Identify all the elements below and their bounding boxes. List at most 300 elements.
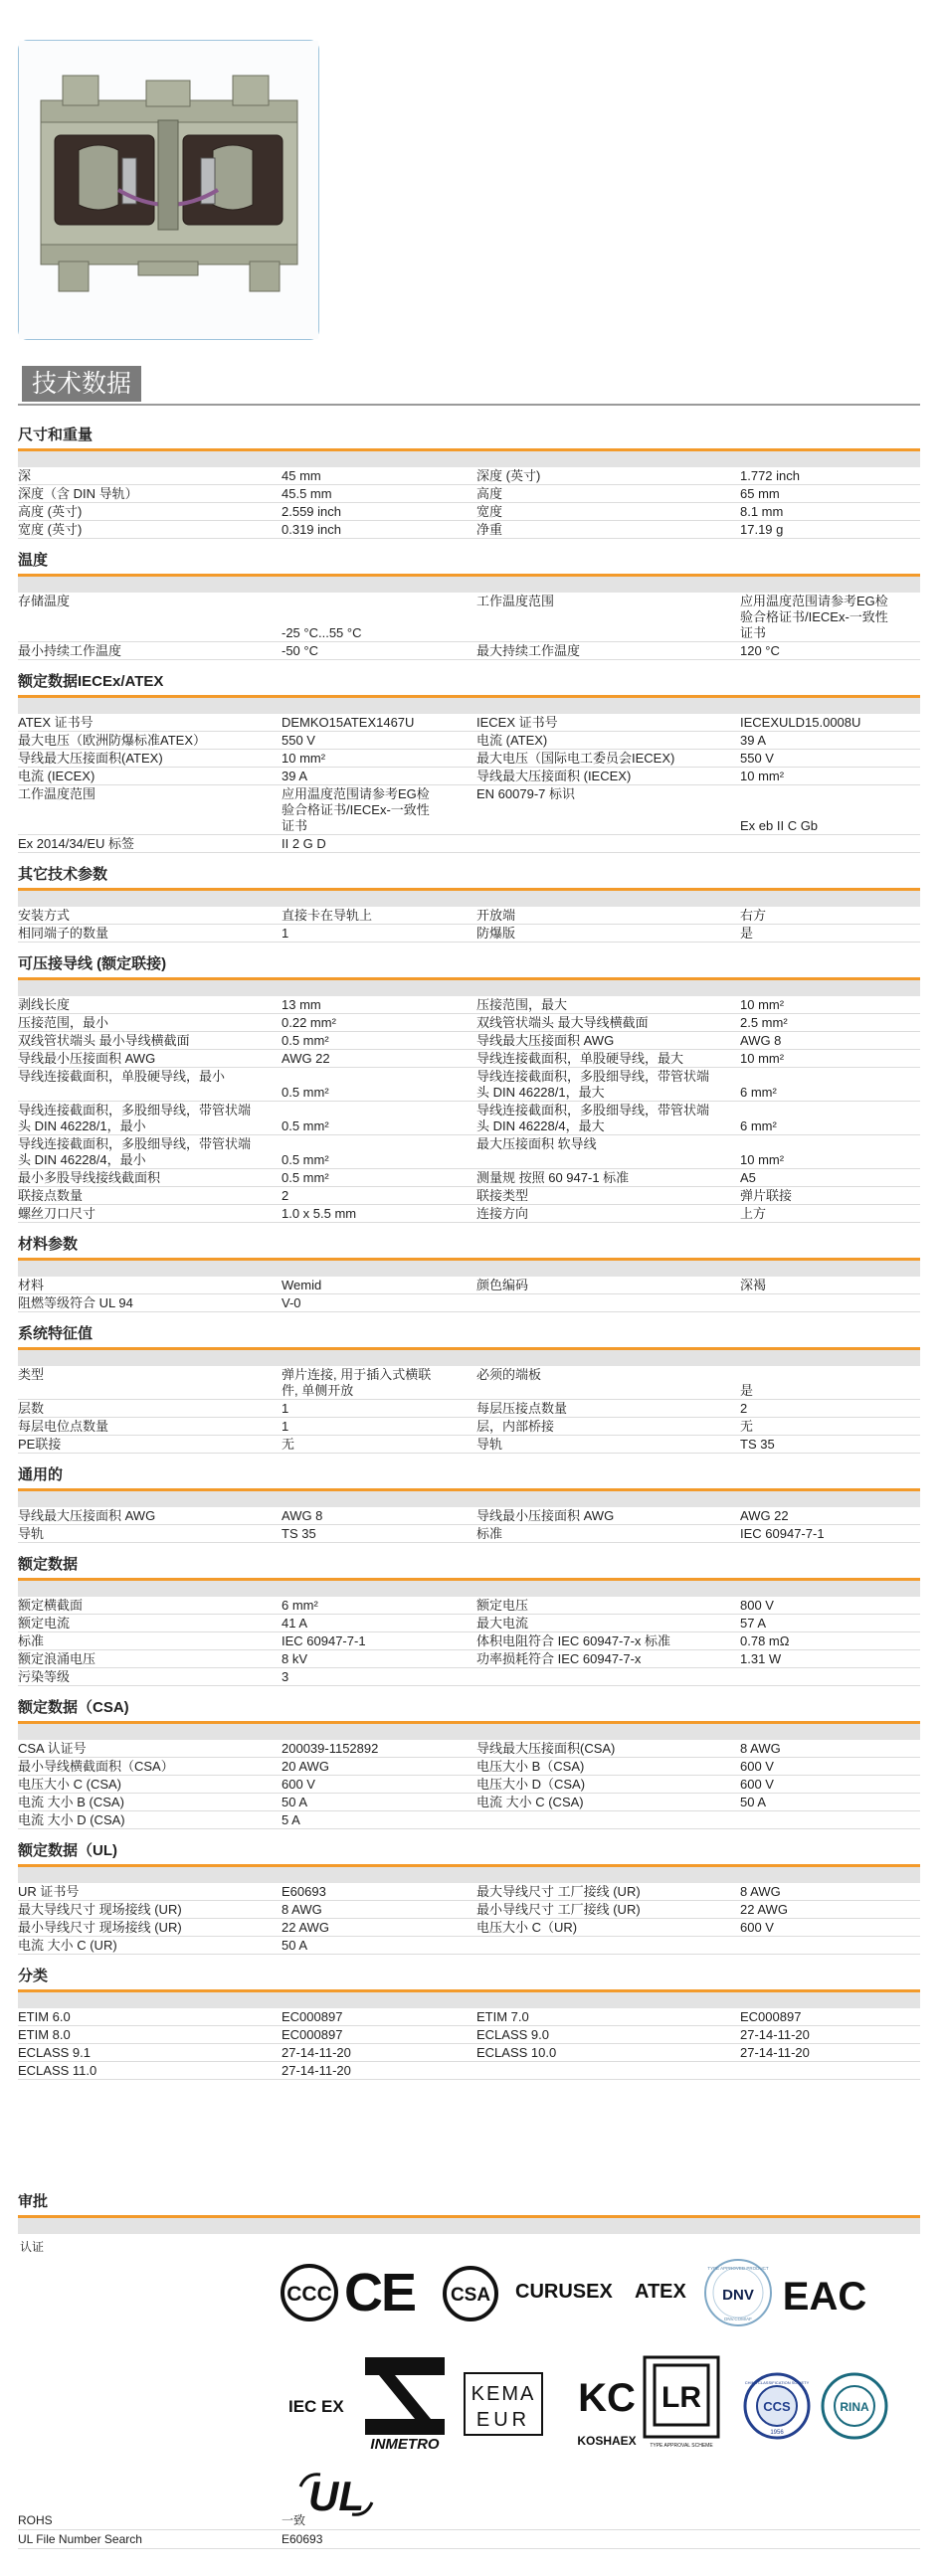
- spec-value: 45.5 mm: [282, 486, 332, 501]
- spec-label: 导线连接截面积，多股细导线，带管状端 头 DIN 46228/4，最大: [476, 1103, 710, 1133]
- spec-value: [740, 1811, 920, 1828]
- spec-value: 27-14-11-20: [740, 2027, 810, 2042]
- spec-label: 导轨: [18, 1526, 45, 1541]
- section-band: [18, 1867, 920, 1883]
- table-row: [18, 925, 920, 943]
- section-title: 可压接导线 (额定联接): [18, 950, 920, 980]
- spec-label: 工作温度范围: [476, 594, 555, 608]
- spec-value: 600 V: [740, 1920, 774, 1935]
- spec-value: AWG 8: [282, 1508, 323, 1523]
- spec-value: 无: [740, 1419, 754, 1434]
- table-row: [18, 1776, 920, 1794]
- iecex-logo: IEC EX: [288, 2397, 344, 2416]
- spec-label: 层，内部桥接: [476, 1419, 555, 1434]
- spec-label: 最大电压（欧洲防爆标准ATEX）: [18, 733, 206, 748]
- spec-value: 上方: [740, 1206, 767, 1221]
- spec-value: 8 AWG: [740, 1741, 781, 1756]
- table-row: [18, 1205, 920, 1223]
- spec-value: [740, 2062, 920, 2079]
- table-row: [18, 1418, 920, 1436]
- dnv-logo: [702, 2257, 774, 2328]
- spec-value: AWG 8: [740, 1033, 782, 1048]
- spec-label: 相同端子的数量: [18, 926, 109, 941]
- table-row: [18, 1366, 920, 1400]
- section-spacer: [18, 539, 920, 547]
- spec-label: [476, 1811, 740, 1828]
- spec-label: Ex 2014/34/EU 标签: [18, 836, 135, 851]
- table-row: [18, 1632, 920, 1650]
- svg-text:RINA: RINA: [840, 2400, 869, 2414]
- spec-value: IEC 60947-7-1: [282, 1633, 366, 1648]
- spec-value: 弹片联接: [740, 1188, 793, 1203]
- spec-value: 2.5 mm²: [740, 1015, 788, 1030]
- spec-value: 0.5 mm²: [282, 1085, 329, 1100]
- spec-value: 20 AWG: [282, 1759, 329, 1774]
- table-row: [18, 1436, 920, 1454]
- ccs-logo: [742, 2371, 812, 2441]
- table-row: [18, 2511, 920, 2530]
- spec-value: A5: [740, 1170, 756, 1185]
- spec-label: PE联接: [18, 1437, 62, 1452]
- table-row: [18, 1032, 920, 1050]
- section-band: [18, 577, 920, 593]
- table-row: [18, 1794, 920, 1811]
- table-row: [18, 1014, 920, 1032]
- spec-label: 高度 (英寸): [18, 504, 83, 519]
- spec-label: 联接点数量: [18, 1188, 84, 1203]
- spec-label: 额定电流: [18, 1616, 71, 1631]
- section-band: [18, 1581, 920, 1597]
- spec-value: IEC 60947-7-1: [740, 1526, 825, 1541]
- eac-logo: [782, 2262, 867, 2325]
- spec-label: 最大压接面积 软导线: [476, 1136, 597, 1151]
- spec-value: V-0: [282, 1295, 301, 1310]
- spec-value: 65 mm: [740, 486, 780, 501]
- spec-section: [18, 1551, 920, 1694]
- spec-value: 8 AWG: [282, 1902, 322, 1917]
- spec-label: 导线连接截面积，单股硬导线，最大: [476, 1051, 684, 1066]
- table-row: [18, 1102, 920, 1135]
- spec-value: EC000897: [282, 2027, 343, 2042]
- svg-text:KC: KC: [578, 2376, 636, 2420]
- spec-label: [476, 835, 740, 852]
- spec-value: 13 mm: [282, 997, 321, 1012]
- spec-label: 电压大小 C（UR): [476, 1920, 578, 1935]
- table-row: [18, 1650, 920, 1668]
- spec-label: 层数: [18, 1401, 45, 1416]
- section-spacer: [18, 2080, 920, 2088]
- spec-label: 额定横截面: [18, 1598, 84, 1613]
- spec-value: 1.772 inch: [740, 468, 800, 483]
- section-band: [18, 698, 920, 714]
- spec-value: II 2 G D: [282, 836, 326, 851]
- spec-value: 50 A: [282, 1795, 308, 1809]
- inmetro-logo: [361, 2357, 449, 2451]
- table-row: [18, 1901, 920, 1919]
- spec-label: ECLASS 9.1: [18, 2045, 91, 2060]
- spec-label: ETIM 7.0: [476, 2009, 529, 2024]
- spec-section: [18, 1461, 920, 1551]
- spec-label: 工作温度范围: [18, 786, 96, 801]
- spec-label: 材料: [18, 1278, 45, 1292]
- table-row: [18, 785, 920, 835]
- spec-label: [476, 1937, 740, 1954]
- spec-label: 每层电位点数量: [18, 1419, 109, 1434]
- table-row: [18, 1919, 920, 1937]
- kc-logo: [575, 2357, 639, 2451]
- spec-label: 开放端: [476, 908, 516, 923]
- table-row: [18, 2008, 920, 2026]
- spec-label: 最大电压（国际电工委员会IECEX): [476, 751, 675, 766]
- spec-label: 高度: [476, 486, 503, 501]
- spec-value: 550 V: [740, 751, 774, 766]
- table-row: [18, 768, 920, 785]
- spec-label: 电流 大小 D (CSA): [18, 1812, 125, 1827]
- spec-label: ETIM 8.0: [18, 2027, 71, 2042]
- table-row: [18, 996, 920, 1014]
- spec-value: 2: [282, 1188, 289, 1203]
- section-spacer: [18, 1955, 920, 1963]
- spec-value: 17.19 g: [740, 522, 784, 537]
- svg-text:KEMA: KEMA: [471, 2383, 536, 2405]
- technical-data-heading: [18, 366, 920, 406]
- svg-text:CHINA CLASSIFICATION SOCIETY: CHINA CLASSIFICATION SOCIETY: [744, 2380, 810, 2385]
- spec-label: [476, 2062, 740, 2079]
- spec-value: 8 AWG: [740, 1884, 781, 1899]
- spec-value: 1: [282, 1419, 289, 1434]
- spec-value: 800 V: [740, 1598, 774, 1613]
- svg-text:TYPE APPROVAL SCHEME: TYPE APPROVAL SCHEME: [650, 2443, 713, 2449]
- terminal-block-illustration: [19, 41, 318, 339]
- ccc-logo: [280, 2263, 339, 2322]
- section-title: 尺寸和重量: [18, 422, 920, 451]
- spec-value: 1: [282, 926, 289, 941]
- spec-value: 600 V: [740, 1759, 774, 1774]
- spec-value: 120 °C: [740, 643, 780, 658]
- atex-logo: ATEX: [635, 2281, 686, 2303]
- spec-label: 最小多股导线接线截面积: [18, 1170, 161, 1185]
- section-spacer: [18, 1829, 920, 1837]
- spec-value: 1.31 W: [740, 1651, 782, 1666]
- spec-label: 压接范围，最小: [18, 1015, 109, 1030]
- table-row: [18, 2044, 920, 2062]
- spec-section: [18, 950, 920, 1231]
- spec-value: 8.1 mm: [740, 504, 784, 519]
- table-row: [18, 1758, 920, 1776]
- spec-section: [18, 422, 920, 547]
- approval-label: UL File Number Search: [18, 2532, 142, 2546]
- spec-label: 电压大小 B（CSA): [476, 1759, 585, 1774]
- spec-value: 5 A: [282, 1812, 300, 1827]
- kema-logo: [464, 2372, 543, 2436]
- spec-value: 1: [282, 1401, 289, 1416]
- table-row: [18, 642, 920, 660]
- section-band: [18, 1350, 920, 1366]
- section-title: 材料参数: [18, 1231, 920, 1261]
- spec-value: 41 A: [282, 1616, 308, 1631]
- spec-label: 存储温度: [18, 594, 71, 608]
- spec-label: 额定浪涌电压: [18, 1651, 96, 1666]
- spec-value: 550 V: [282, 733, 315, 748]
- spec-label: 额定电压: [476, 1598, 529, 1613]
- table-row: [18, 732, 920, 750]
- spec-value: TS 35: [282, 1526, 316, 1541]
- spec-section: [18, 668, 920, 861]
- table-row: [18, 1525, 920, 1543]
- spec-value: 600 V: [282, 1777, 315, 1792]
- spec-label: 净重: [476, 522, 503, 537]
- spec-label: 导线连接截面积，多股细导线，带管状端 头 DIN 46228/1，最小: [18, 1103, 252, 1133]
- spec-label: 每层压接点数量: [476, 1401, 568, 1416]
- spec-label: 压接范围，最大: [476, 997, 568, 1012]
- spec-label: 宽度 (英寸): [18, 522, 83, 537]
- section-band: [18, 1491, 920, 1507]
- spec-label: 螺丝刀口尺寸: [18, 1206, 96, 1221]
- spec-label: 最大导线尺寸 现场接线 (UR): [18, 1902, 182, 1917]
- spec-value: 6 mm²: [282, 1598, 318, 1613]
- spec-section: [18, 1837, 920, 1963]
- table-row: [18, 1294, 920, 1312]
- spec-value: 无: [282, 1437, 295, 1452]
- table-row: [18, 1507, 920, 1525]
- spec-label: 宽度: [476, 504, 503, 519]
- table-row: [18, 1937, 920, 1955]
- spec-label: 功率损耗符合 IEC 60947-7-x: [476, 1651, 642, 1666]
- table-row: [18, 2026, 920, 2044]
- spec-label: 电压大小 C (CSA): [18, 1777, 122, 1792]
- spec-label: 导线最大压接面积(CSA): [476, 1741, 616, 1756]
- spec-value: 右方: [740, 908, 767, 923]
- spec-label: 深度（含 DIN 导轨）: [18, 486, 138, 501]
- spec-value: IECEXULD15.0008U: [740, 715, 861, 730]
- table-row: [18, 1135, 920, 1169]
- spec-label: 导线最大压接面积 AWG: [18, 1508, 156, 1523]
- spec-value: Ex eb II C Gb: [740, 818, 819, 833]
- spec-value: 0.319 inch: [282, 522, 341, 537]
- spec-label: 导线连接截面积，单股硬导线，最小: [18, 1069, 226, 1084]
- spec-label: 电流 (ATEX): [476, 733, 548, 748]
- spec-value: AWG 22: [740, 1508, 789, 1523]
- table-row: [18, 2530, 920, 2549]
- spec-label: 电压大小 D（CSA): [476, 1777, 586, 1792]
- spec-value: [740, 835, 920, 852]
- spec-value: 27-14-11-20: [740, 2045, 810, 2060]
- spec-label: 导线最小压接面积 AWG: [476, 1508, 615, 1523]
- lr-logo: [643, 2355, 720, 2451]
- spec-value: 0.5 mm²: [282, 1118, 329, 1133]
- spec-label: 最大持续工作温度: [476, 643, 581, 658]
- spec-label: 必须的端板: [476, 1367, 542, 1382]
- spec-value: 200039-1152892: [282, 1741, 379, 1756]
- spec-label: 导线最大压接面积 AWG: [476, 1033, 615, 1048]
- spec-value: AWG 22: [282, 1051, 330, 1066]
- spec-value: 10 mm²: [740, 1051, 785, 1066]
- spec-value: 27-14-11-20: [282, 2063, 351, 2078]
- spec-label: 测量规 按照 60 947-1 标准: [476, 1170, 630, 1185]
- spec-value: 27-14-11-20: [282, 2045, 351, 2060]
- spec-label: ETIM 6.0: [18, 2009, 71, 2024]
- section-title: 通用的: [18, 1461, 920, 1491]
- spec-value: 是: [740, 1383, 754, 1398]
- section-spacer: [18, 1223, 920, 1231]
- spec-value: [740, 1294, 920, 1311]
- spec-value: 6 mm²: [740, 1118, 777, 1133]
- section-band: [18, 1724, 920, 1740]
- spec-value: 应用温度范围请参考EG检 验合格证书/IECEx-一致性 证书: [740, 594, 888, 640]
- approval-value: 一致: [282, 2513, 306, 2527]
- spec-label: 导线最大压接面积(ATEX): [18, 751, 163, 766]
- section-spacer: [18, 660, 920, 668]
- spec-value: 应用温度范围请参考EG检 验合格证书/IECEx-一致性 证书: [282, 786, 430, 833]
- spec-label: [476, 1294, 740, 1311]
- spec-section: [18, 1963, 920, 2088]
- spec-label: IECEX 证书号: [476, 715, 558, 730]
- spec-value: E60693: [282, 1884, 326, 1899]
- svg-text:1956: 1956: [770, 2430, 784, 2436]
- product-image: [18, 40, 319, 340]
- spec-section: [18, 1694, 920, 1837]
- spec-label: 电流 大小 C (CSA): [476, 1795, 584, 1809]
- table-row: [18, 521, 920, 539]
- table-row: [18, 1277, 920, 1294]
- table-row: [18, 1668, 920, 1686]
- spec-label: 安装方式: [18, 908, 71, 923]
- spec-label: 导线最大压接面积 (IECEX): [476, 769, 632, 783]
- spec-label: 电流 大小 C (UR): [18, 1938, 117, 1953]
- spec-label: 连接方向: [476, 1206, 529, 1221]
- spec-label: ECLASS 9.0: [476, 2027, 549, 2042]
- approval-table: [18, 2511, 920, 2549]
- spec-value: 600 V: [740, 1777, 774, 1792]
- table-row: [18, 467, 920, 485]
- spec-value: 39 A: [740, 733, 767, 748]
- spec-value: 弹片连接, 用于插入式横联 件, 单侧开放: [282, 1367, 432, 1398]
- svg-text:CCS: CCS: [763, 2399, 791, 2414]
- section-spacer: [18, 1454, 920, 1461]
- spec-value: [740, 1668, 920, 1685]
- svg-text:DNV.COM/AF: DNV.COM/AF: [724, 2317, 752, 2321]
- svg-text:DNV: DNV: [722, 2287, 754, 2304]
- spec-label: 电流 (IECEX): [18, 769, 95, 783]
- spec-label: 最小导线尺寸 现场接线 (UR): [18, 1920, 182, 1935]
- spec-label: 最大导线尺寸 工厂接线 (UR): [476, 1884, 641, 1899]
- spec-section: [18, 1231, 920, 1320]
- table-row: [18, 714, 920, 732]
- spec-value: 0.5 mm²: [282, 1170, 329, 1185]
- spec-value: 10 mm²: [740, 997, 785, 1012]
- spec-value: 0.78 mΩ: [740, 1633, 790, 1648]
- page-title: 技术数据: [22, 366, 141, 402]
- spec-label: 最小持续工作温度: [18, 643, 122, 658]
- spec-value: 2.559 inch: [282, 504, 341, 519]
- section-title: 温度: [18, 547, 920, 577]
- spec-value: 50 A: [282, 1938, 308, 1953]
- spec-label: 导线连接截面积，多股细导线，带管状端 头 DIN 46228/4，最小: [18, 1136, 252, 1167]
- curusex-logo: CURUSEX: [515, 2281, 613, 2303]
- table-row: [18, 1050, 920, 1068]
- spec-label: 导线连接截面积，多股细导线，带管状端 头 DIN 46228/1，最大: [476, 1069, 710, 1100]
- spec-value: 6 mm²: [740, 1085, 777, 1100]
- section-spacer: [18, 1312, 920, 1320]
- spec-label: 标准: [476, 1526, 503, 1541]
- table-row: [18, 1400, 920, 1418]
- spec-value: Wemid: [282, 1278, 322, 1292]
- spec-value: 10 mm²: [282, 751, 326, 766]
- table-row: [18, 1811, 920, 1829]
- table-row: [18, 1187, 920, 1205]
- spec-value: -25 °C...55 °C: [282, 625, 362, 640]
- cert-label: 认证: [20, 2240, 45, 2254]
- spec-value: 8 kV: [282, 1651, 308, 1666]
- spec-label: 深度 (英寸): [476, 468, 541, 483]
- spec-value: [740, 1937, 920, 1954]
- spec-label: ATEX 证书号: [18, 715, 94, 730]
- table-row: [18, 907, 920, 925]
- spec-label: 深: [18, 468, 32, 483]
- section-title: 分类: [18, 1963, 920, 1992]
- rina-logo: [820, 2371, 889, 2441]
- svg-text:LR: LR: [662, 2381, 701, 2414]
- table-row: [18, 1883, 920, 1901]
- svg-text:CSA: CSA: [450, 2285, 491, 2306]
- spec-value: 10 mm²: [740, 1152, 785, 1167]
- ce-logo: CE: [344, 2263, 416, 2322]
- section-spacer: [18, 1686, 920, 1694]
- spec-value: 50 A: [740, 1795, 767, 1809]
- section-title: 额定数据IECEx/ATEX: [18, 668, 920, 698]
- approval-section: [18, 2188, 920, 2519]
- svg-text:KOSHAEX: KOSHAEX: [577, 2434, 637, 2448]
- spec-label: 电流 大小 B (CSA): [18, 1795, 124, 1809]
- spec-label: 双线管状端头 最大导线横截面: [476, 1015, 649, 1030]
- section-band: [18, 2218, 920, 2234]
- spec-value: 45 mm: [282, 468, 321, 483]
- svg-text:INMETRO: INMETRO: [370, 2436, 440, 2453]
- section-title: 系统特征值: [18, 1320, 920, 1350]
- table-row: [18, 1068, 920, 1102]
- svg-text:CCC: CCC: [286, 2283, 332, 2306]
- spec-value: 3: [282, 1669, 289, 1684]
- spec-section: [18, 861, 920, 950]
- spec-value: 0.22 mm²: [282, 1015, 336, 1030]
- table-row: [18, 1615, 920, 1632]
- table-row: [18, 1169, 920, 1187]
- section-title: 额定数据（UL): [18, 1837, 920, 1867]
- spec-label: 最小导线尺寸 工厂接线 (UR): [476, 1902, 641, 1917]
- spec-value: 57 A: [740, 1616, 767, 1631]
- svg-text:EAC: EAC: [782, 2275, 867, 2318]
- spec-value: 10 mm²: [740, 769, 785, 783]
- spec-label: 污染等级: [18, 1669, 71, 1684]
- spec-label: 颜色编码: [476, 1278, 529, 1292]
- spec-value: 1.0 x 5.5 mm: [282, 1206, 357, 1221]
- approval-label: ROHS: [18, 2513, 53, 2527]
- svg-text:EUR: EUR: [475, 2409, 531, 2431]
- section-title: 其它技术参数: [18, 861, 920, 891]
- spec-value: 2: [740, 1401, 748, 1416]
- spec-label: 阻燃等级符合 UL 94: [18, 1295, 133, 1310]
- section-spacer: [18, 1543, 920, 1551]
- section-band: [18, 980, 920, 996]
- spec-value: 22 AWG: [740, 1902, 788, 1917]
- table-row: [18, 2062, 920, 2080]
- spec-value: 深褐: [740, 1278, 767, 1292]
- spec-value: 0.5 mm²: [282, 1152, 329, 1167]
- spec-label: EN 60079-7 标识: [476, 786, 575, 801]
- section-band: [18, 1261, 920, 1277]
- spec-label: 最大电流: [476, 1616, 529, 1631]
- spec-label: 导轨: [476, 1437, 503, 1452]
